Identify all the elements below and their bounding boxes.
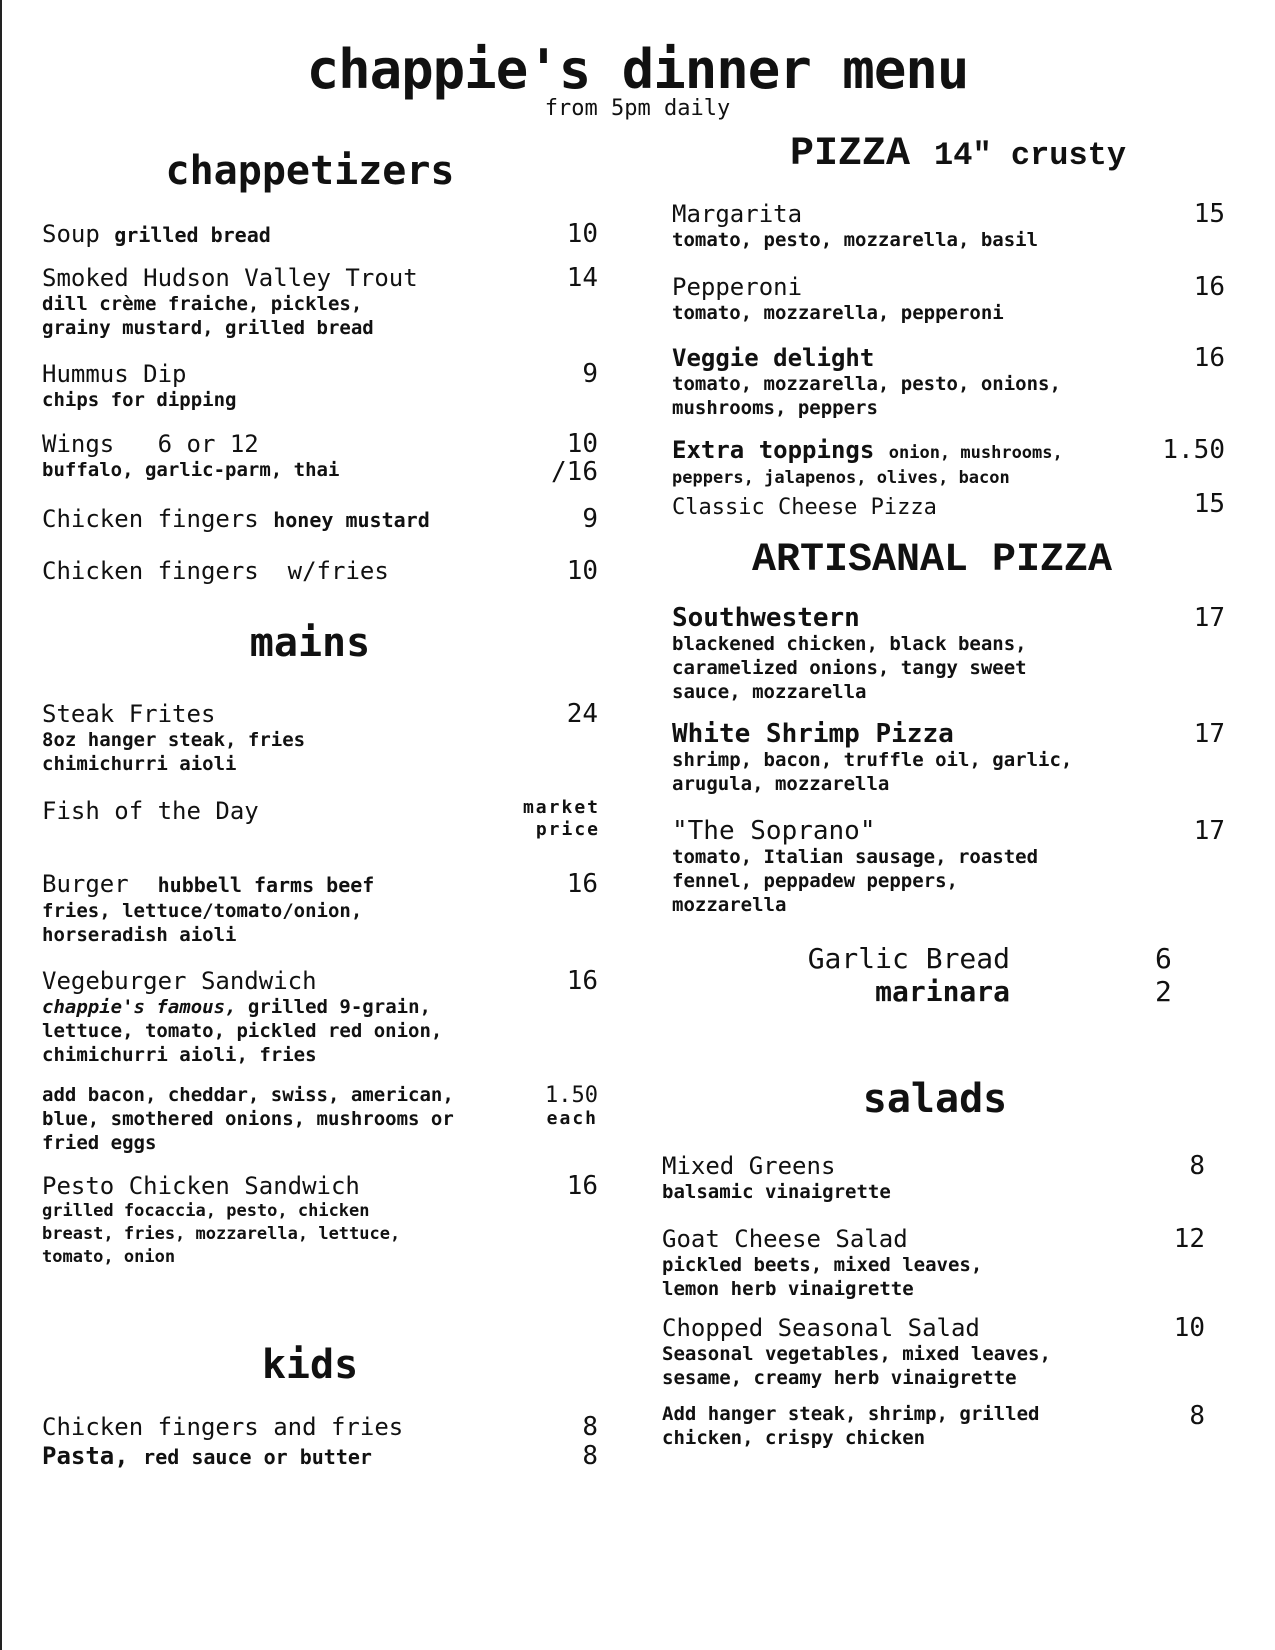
item-name: Hummus Dip	[42, 360, 187, 388]
item-price: 8	[582, 1412, 598, 1442]
item-price: 16	[566, 869, 598, 899]
item-description: blackened chicken, black beans, caramelized onions, tangy sweet sauce, mozzarella	[672, 633, 1027, 703]
item-price: 15	[1193, 199, 1225, 229]
item-price: 16	[566, 1171, 598, 1201]
menu-item	[42, 264, 482, 340]
item-price: 2	[1155, 975, 1172, 1008]
item-description: fries, lettuce/tomato/onion, horseradish aioli	[42, 900, 363, 946]
item-price: 10	[566, 556, 598, 586]
item-price: 8	[1189, 1151, 1205, 1181]
item-description: shrimp, bacon, truffle oil, garlic, arugula, mozzarella	[672, 749, 1073, 795]
item-description: tomato, mozzarella, pepperoni	[672, 302, 1004, 324]
item-name: Margarita	[672, 200, 803, 228]
menu-item	[672, 200, 1102, 252]
item-price: 16	[1193, 272, 1225, 302]
item-description: pickled beets, mixed leaves, lemon herb vinaigrette	[662, 1254, 983, 1300]
menu-item	[672, 720, 1112, 796]
menu-item	[672, 273, 1102, 325]
item-price: 12	[1173, 1224, 1205, 1254]
item-note: hubbell farms beef	[157, 873, 375, 897]
item-description: tomato, Italian sausage, roasted fennel, peppadew peppers, mozzarella	[672, 846, 1039, 916]
item-name: Southwestern	[672, 603, 860, 633]
item-note: grilled bread	[114, 223, 271, 247]
menu-item	[672, 436, 1112, 489]
item-description: Seasonal vegetables, mixed leaves, sesame, creamy herb vinaigrette	[662, 1343, 1051, 1389]
section-heading-mains: mains	[249, 620, 371, 666]
item-description: grilled 9-grain, lettuce, tomato, pickled red onion, chimichurri aioli, fries	[42, 996, 443, 1066]
item-name: Extra toppings	[672, 436, 875, 464]
menu-item	[672, 344, 1102, 420]
item-note: w/fries	[287, 557, 389, 585]
menu-item	[672, 817, 1092, 917]
item-name: Goat Cheese Salad	[662, 1225, 908, 1253]
item-name: Fish of the Day	[42, 797, 259, 825]
item-description: 8oz hanger steak, fries chimichurri aioli	[42, 729, 306, 775]
item-price: 6	[1155, 942, 1172, 975]
item-name: Steak Frites	[42, 700, 216, 728]
item-name: Soup	[42, 220, 100, 248]
item-name: marinara	[875, 975, 1010, 1008]
item-description: buffalo, garlic-parm, thai	[42, 459, 340, 481]
menu-item	[662, 1152, 1082, 1204]
menu-item	[42, 557, 482, 585]
item-name: Chicken fingers	[42, 557, 259, 585]
item-price: 16	[1193, 343, 1225, 373]
menu-item	[42, 1442, 482, 1471]
item-name: Pepperoni	[672, 273, 803, 301]
menu-item	[42, 797, 462, 825]
item-price: market price	[522, 797, 600, 840]
section-heading-pizza	[790, 132, 1126, 177]
menu-item	[42, 360, 482, 412]
item-price: 9	[582, 359, 598, 389]
item-price: 17	[1193, 816, 1225, 846]
item-description: tomato, pesto, mozzarella, basil	[672, 229, 1039, 251]
item-name: "The Soprano"	[672, 816, 876, 846]
item-name: Vegeburger Sandwich	[42, 967, 317, 995]
item-price: 17	[1193, 603, 1225, 633]
menu-item	[42, 1172, 482, 1269]
item-description: grilled focaccia, pesto, chicken breast, fries, mozzarella, lettuce, tomato, onion	[42, 1201, 401, 1267]
menu-item	[42, 700, 482, 776]
item-name: Mixed Greens	[662, 1152, 836, 1180]
page-border	[0, 0, 2, 1650]
item-price: 16	[566, 966, 598, 996]
menu-title: chappie's dinner menu	[306, 38, 969, 101]
item-price: 1.50	[545, 1083, 598, 1108]
item-price: 15	[1193, 489, 1225, 519]
item-price: 8	[582, 1441, 598, 1471]
item-note: onion, mushrooms,	[888, 443, 1063, 463]
item-name: Chopped Seasonal Salad	[662, 1314, 980, 1342]
item-name: Garlic Bread	[807, 942, 1010, 975]
item-note: honey mustard	[273, 508, 430, 532]
menu-item	[42, 967, 482, 1067]
item-name: Pasta,	[42, 1442, 129, 1470]
item-price: 9	[582, 504, 598, 534]
item-price: 10	[1173, 1313, 1205, 1343]
item-price: 10	[566, 219, 598, 249]
item-name: Pesto Chicken Sandwich	[42, 1172, 360, 1200]
item-price-unit: each	[546, 1108, 598, 1129]
item-name: Burger	[42, 870, 129, 898]
item-name: Smoked Hudson Valley Trout	[42, 264, 418, 292]
item-name: Chicken fingers and fries	[42, 1413, 404, 1441]
menu-item	[662, 1314, 1102, 1390]
item-name: Chicken fingers	[42, 505, 259, 533]
section-heading-salads: salads	[862, 1076, 1008, 1122]
item-price: 1.50	[1162, 435, 1225, 465]
menu-subtitle: from 5pm daily	[544, 96, 731, 121]
pizza-heading-text: PIZZA	[790, 132, 911, 177]
menu-item	[662, 1225, 1082, 1301]
item-price: 10	[566, 429, 598, 459]
menu-item	[42, 870, 482, 947]
item-price: 24	[566, 699, 598, 729]
item-price: 14	[566, 263, 598, 293]
item-price: 17	[1193, 719, 1225, 749]
item-price-alt: /16	[551, 457, 598, 487]
item-name: Classic Cheese Pizza	[672, 495, 937, 520]
section-heading-artisanal-pizza: ARTISANAL PIZZA	[751, 538, 1113, 583]
pizza-heading-note: 14" crusty	[934, 137, 1127, 174]
item-addons: add bacon, cheddar, swiss, american, blue, smothered onions, mushrooms or fried eggs	[42, 1084, 454, 1154]
item-description: chips for dipping	[42, 389, 237, 411]
menu-item	[42, 1413, 482, 1441]
menu-item	[42, 220, 502, 249]
section-heading-kids: kids	[261, 1342, 359, 1388]
item-note: 6 or 12	[157, 430, 259, 458]
item-note: red sauce or butter	[143, 1445, 372, 1469]
item-name: Veggie delight	[672, 344, 875, 372]
item-addons: Add hanger steak, shrimp, grilled chicken, crispy chicken	[662, 1403, 1040, 1449]
item-name: White Shrimp Pizza	[672, 719, 954, 749]
menu-item	[42, 505, 482, 534]
item-description: dill crème fraiche, pickles, grainy mustard, grilled bread	[42, 293, 374, 339]
item-name: Wings	[42, 430, 115, 458]
menu-item	[42, 1083, 462, 1155]
menu-item	[42, 430, 482, 482]
menu-item	[672, 604, 1102, 704]
menu-item	[672, 494, 1102, 522]
item-price: 8	[1189, 1401, 1205, 1431]
item-description: balsamic vinaigrette	[662, 1181, 891, 1203]
section-heading-chappetizers: chappetizers	[165, 148, 455, 194]
menu-item	[662, 1402, 1102, 1450]
item-description: tomato, mozzarella, pesto, onions, mushrooms, peppers	[672, 373, 1061, 419]
item-description: peppers, jalapenos, olives, bacon	[672, 468, 1010, 488]
item-description-highlight: chappie's famous,	[42, 996, 237, 1018]
